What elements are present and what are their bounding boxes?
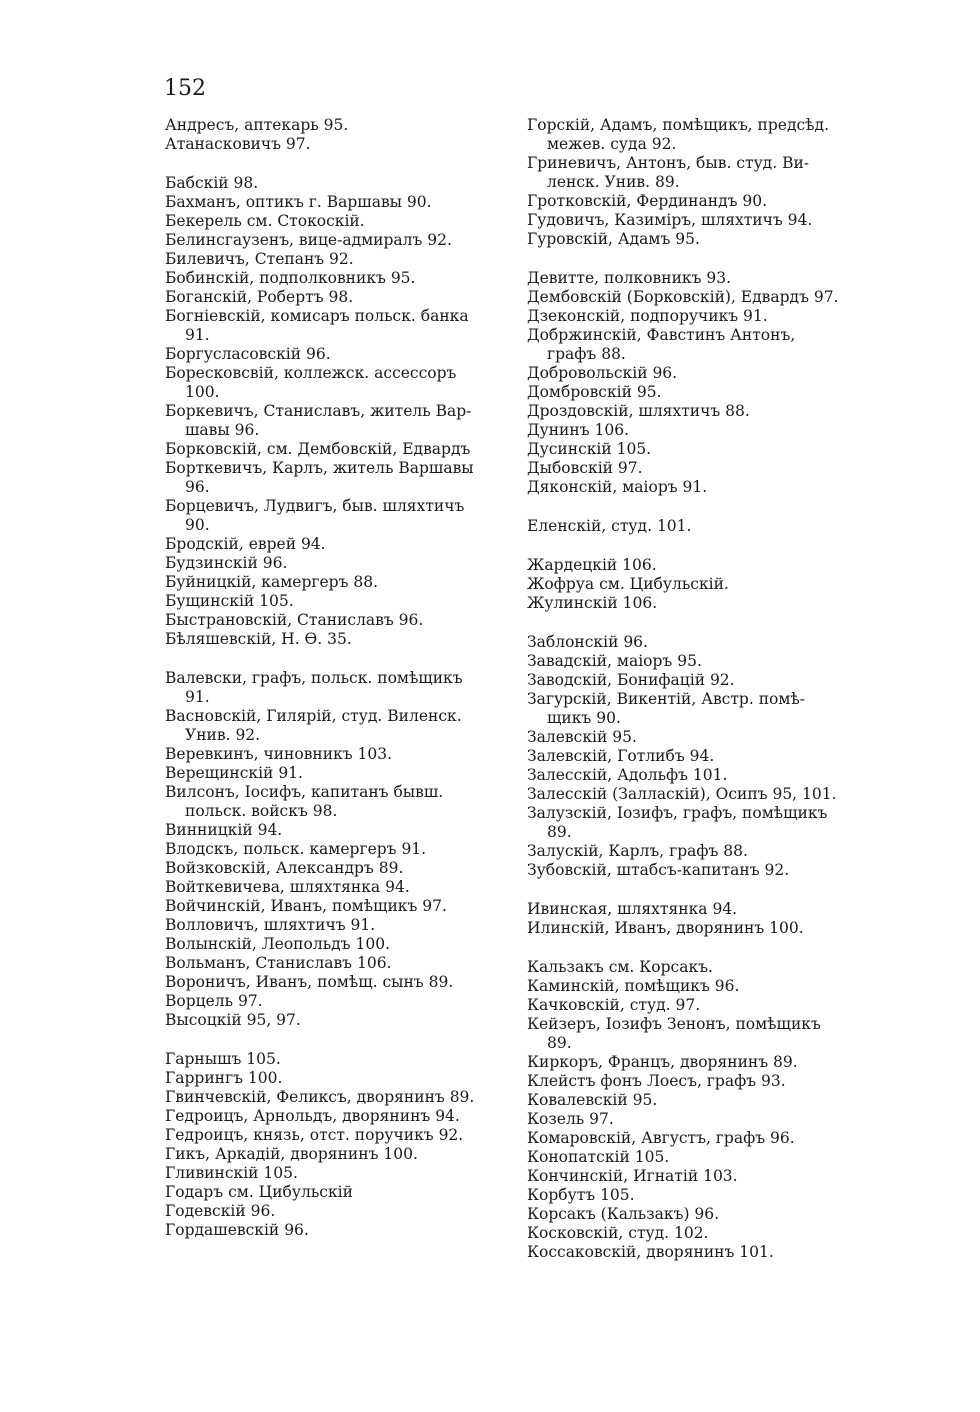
index-entry-text: Вороничъ, Иванъ, помѣщ. сынъ 89. [165,973,454,991]
index-entry [527,785,872,804]
index-entry-text: Годаръ см. Цибульскій [165,1183,353,1201]
index-entry-text: Бабскій 98. [165,174,259,192]
index-entry-text: Влодскъ, польск. камергеръ 91. [165,840,427,858]
index-entry-text: Борковскій, см. Дембовскій, Едвардъ [165,440,471,458]
index-entry [527,728,872,747]
index-entry [527,977,872,996]
index-entry-text: Гедроицъ, Арнольдъ, дворянинъ 94. [165,1107,460,1125]
index-entry-text: Гудовичъ, Казиміръ, шляхтичъ 94. [527,211,813,229]
index-entry-text: Гикъ, Аркадій, дворянинъ 100. [165,1145,418,1163]
index-entry [165,554,510,573]
index-entry-text: Дяконскій, маіоръ 91. [527,478,708,496]
index-entry [527,116,872,154]
index-entry [527,1091,872,1110]
index-entry-text: Заблонскій 96. [527,633,648,651]
index-entry-text: Кейзеръ, Іозифъ Зенонъ, помѣщикъ [527,1015,821,1033]
index-entry-continuation: 96. [185,478,210,496]
index-entry-text: Завадскій, маіоръ 95. [527,652,702,670]
index-entry-text: Белинсгаузенъ, вице-адмиралъ 92. [165,231,452,249]
index-entry-text: Добровольскій 96. [527,364,678,382]
index-entry-continuation: польск. войскъ 98. [185,802,338,820]
index-entry-text: Гливинскій 105. [165,1164,298,1182]
index-entry-text: Боргусласовскій 96. [165,345,331,363]
index-entry-text: Косковскій, студ. 102. [527,1224,709,1242]
index-entry [527,556,872,575]
index-entry-text: Жофруа см. Цибульскій. [527,575,729,593]
index-entry [165,1183,510,1202]
index-entry-text: Бѣляшевскій, Н. Ѳ. 35. [165,630,352,648]
section-gap [527,536,872,556]
index-entry-text: Залесскій, Адольфъ 101. [527,766,728,784]
index-entry-continuation: ленск. Унив. 89. [547,173,680,191]
index-entry [165,174,510,193]
index-entry [165,116,510,135]
index-entry [165,992,510,1011]
section-gap [165,154,510,174]
section-gap [527,938,872,958]
index-entry-continuation: межев. суда 92. [547,135,677,153]
index-entry [165,1011,510,1030]
index-entry [165,1145,510,1164]
index-entry [527,383,872,402]
index-entry [527,230,872,249]
index-entry [165,269,510,288]
index-entry-text: Каминскій, помѣщикъ 96. [527,977,740,995]
index-entry [527,575,872,594]
index-entry-text: Валевски, графъ, польск. помѣщикъ [165,669,463,687]
index-entry-text: Верещинскій 91. [165,764,303,782]
index-entry [165,345,510,364]
index-entry [527,690,872,728]
index-entry [165,821,510,840]
index-entry [165,497,510,535]
index-entry-text: Будзинскій 96. [165,554,288,572]
index-entry-text: Годевскій 96. [165,1202,276,1220]
index-entry-text: Гедроицъ, князь, отст. поручикъ 92. [165,1126,464,1144]
index-entry-text: Винницкій 94. [165,821,283,839]
section-gap [165,649,510,669]
index-entry-continuation: 90. [185,516,210,534]
index-entry [527,288,872,307]
index-entry-text: Бущинскій 105. [165,592,294,610]
index-entry-continuation: шавы 96. [185,421,260,439]
index-entry [165,1107,510,1126]
index-entry-text: Борцевичъ, Лудвигъ, быв. шляхтичъ [165,497,465,515]
index-entry [165,1069,510,1088]
index-entry [165,1202,510,1221]
section-gap [527,880,872,900]
index-entry [527,1053,872,1072]
index-entry [165,764,510,783]
index-entry [527,269,872,288]
index-entry-text: Горскій, Адамъ, помѣщикъ, предсѣд. [527,116,830,134]
index-entry-text: Дроздовскій, шляхтичъ 88. [527,402,750,420]
index-entry-text: Борткевичъ, Карлъ, житель Варшавы [165,459,474,477]
index-entry [165,878,510,897]
index-entry [165,1050,510,1069]
page-number: 152 [164,76,206,101]
index-entry-text: Добржинскій, Фавстинъ Антонъ, [527,326,796,344]
index-entry [165,1164,510,1183]
index-entry [165,897,510,916]
index-entry-text: Войзковскій, Александръ 89. [165,859,404,877]
index-entry-text: Быстрановскій, Станиславъ 96. [165,611,424,629]
index-entry [165,135,510,154]
index-entry [165,364,510,402]
index-entry-continuation: щикъ 90. [547,709,621,727]
index-entry [527,154,872,192]
section-gap [527,249,872,269]
index-entry-text: Бродскій, еврей 94. [165,535,326,553]
index-entry-text: Киркоръ, Францъ, дворянинъ 89. [527,1053,798,1071]
index-entry-continuation: 91. [185,688,210,706]
index-entry [527,1243,872,1262]
section-gap [165,1030,510,1050]
index-entry-text: Дыбовскій 97. [527,459,643,477]
index-entry [527,996,872,1015]
section-gap [527,497,872,517]
index-entry-text: Бахманъ, оптикъ г. Варшавы 90. [165,193,432,211]
index-entry [527,1015,872,1053]
index-entry [527,478,872,497]
index-entry-text: Ковалевскій 95. [527,1091,658,1109]
index-entry-text: Гаррингъ 100. [165,1069,283,1087]
index-entry-text: Домбровскій 95. [527,383,662,401]
index-column-right [527,116,872,1262]
index-entry [527,364,872,383]
index-entry-text: Андресъ, аптекарь 95. [165,116,349,134]
index-entry-text: Боркевичъ, Станиславъ, житель Вар- [165,402,472,420]
index-entry [165,592,510,611]
index-entry-text: Вилсонъ, Іосифъ, капитанъ бывш. [165,783,444,801]
index-entry-text: Загурскій, Викентій, Австр. помѣ- [527,690,806,708]
index-entry-text: Жардецкій 106. [527,556,657,574]
index-entry [527,1186,872,1205]
index-entry-text: Войчинскій, Иванъ, помѣщикъ 97. [165,897,447,915]
index-entry-text: Гарнышъ 105. [165,1050,281,1068]
index-entry-text: Дусинскій 105. [527,440,652,458]
index-entry-text: Залевскій, Готлибъ 94. [527,747,715,765]
index-entry [527,211,872,230]
index-entry-text: Билевичъ, Степанъ 92. [165,250,354,268]
index-entry-text: Козель 97. [527,1110,614,1128]
index-entry-text: Бобинскій, подполковникъ 95. [165,269,416,287]
index-entry-continuation: Унив. 92. [185,726,261,744]
index-entry [527,594,872,613]
index-entry [165,1126,510,1145]
index-entry-text: Коссаковскій, дворянинъ 101. [527,1243,774,1261]
index-entry [165,935,510,954]
index-entry [165,954,510,973]
section-gap [527,613,872,633]
index-column-left [165,116,510,1240]
index-entry-text: Илинскій, Иванъ, дворянинъ 100. [527,919,804,937]
index-entry-text: Волловичъ, шляхтичъ 91. [165,916,376,934]
index-entry [527,1205,872,1224]
index-entry-text: Высоцкій 95, 97. [165,1011,301,1029]
index-entry [165,916,510,935]
index-entry-text: Корсакъ (Кальзакъ) 96. [527,1205,720,1223]
index-entry-continuation: 89. [547,823,572,841]
index-entry-text: Гриневичъ, Антонъ, быв. студ. Ви- [527,154,810,172]
index-entry-text: Войткевичева, шляхтянка 94. [165,878,410,896]
index-entry [165,973,510,992]
index-entry [527,1110,872,1129]
index-entry [527,766,872,785]
index-entry [527,919,872,938]
index-entry [165,231,510,250]
index-entry [527,1224,872,1243]
index-entry [165,707,510,745]
index-entry [527,326,872,364]
index-entry-text: Атанасковичъ 97. [165,135,311,153]
index-entry [527,1148,872,1167]
index-entry-text: Веревкинъ, чиновникъ 103. [165,745,393,763]
index-entry-continuation: графъ 88. [547,345,626,363]
index-entry-text: Васновскій, Гилярій, студ. Виленск. [165,707,462,725]
index-entry-text: Корбутъ 105. [527,1186,635,1204]
index-entry-text: Вольманъ, Станиславъ 106. [165,954,392,972]
index-entry-text: Гротковскій, Фердинандъ 90. [527,192,768,210]
index-entry-text: Ворцель 97. [165,992,263,1010]
index-entry [527,402,872,421]
index-entry-text: Богніевскій, комисаръ польск. банка [165,307,469,325]
index-entry [165,573,510,592]
index-entry [527,900,872,919]
index-entry [165,669,510,707]
index-entry-text: Заводскій, Бонифацій 92. [527,671,735,689]
index-entry [527,861,872,880]
index-entry [165,307,510,345]
index-entry-text: Бекерель см. Стокоскій. [165,212,365,230]
index-entry [527,842,872,861]
index-entry [527,421,872,440]
index-entry [165,440,510,459]
index-entry [165,630,510,649]
index-entry-text: Дзеконскій, подпоручикъ 91. [527,307,768,325]
index-entry-continuation: 91. [185,326,210,344]
index-entry [165,288,510,307]
index-entry-text: Ивинская, шляхтянка 94. [527,900,738,918]
index-entry [527,671,872,690]
index-entry-text: Гвинчевскій, Феликсъ, дворянинъ 89. [165,1088,475,1106]
index-entry-text: Гордашевскій 96. [165,1221,309,1239]
index-entry [165,611,510,630]
index-entry-text: Еленскій, студ. 101. [527,517,692,535]
index-entry [165,535,510,554]
index-entry-text: Дембовскій (Борковскій), Едвардъ 97. [527,288,839,306]
index-entry-text: Качковскій, студ. 97. [527,996,701,1014]
index-entry [527,440,872,459]
index-entry [527,804,872,842]
index-entry [165,859,510,878]
index-entry-text: Боганскій, Робертъ 98. [165,288,354,306]
index-entry-text: Волынскій, Леопольдъ 100. [165,935,390,953]
index-entry-text: Девитте, полковникъ 93. [527,269,732,287]
index-entry [527,747,872,766]
index-entry [527,1129,872,1148]
index-entry [165,459,510,497]
index-entry-text: Клейстъ фонъ Лоесъ, графъ 93. [527,1072,786,1090]
index-entry [165,840,510,859]
index-entry [527,517,872,536]
index-entry-text: Гуровскій, Адамъ 95. [527,230,700,248]
index-entry-text: Дунинъ 106. [527,421,630,439]
index-entry-continuation: 89. [547,1034,572,1052]
index-entry [527,633,872,652]
index-entry [527,459,872,478]
index-entry-text: Зубовскій, штабсъ-капитанъ 92. [527,861,790,879]
index-entry [165,250,510,269]
index-entry [165,402,510,440]
index-entry [527,1072,872,1091]
index-entry-text: Буйницкій, камергеръ 88. [165,573,379,591]
index-entry [165,745,510,764]
index-entry-text: Кончинскій, Игнатій 103. [527,1167,738,1185]
index-entry [527,192,872,211]
index-entry [165,783,510,821]
index-entry [165,1088,510,1107]
index-entry-text: Жулинскій 106. [527,594,658,612]
index-entry [165,1221,510,1240]
index-entry-text: Комаровскій, Августъ, графъ 96. [527,1129,795,1147]
index-entry-text: Залузскій, Іозифъ, графъ, помѣщикъ [527,804,828,822]
index-entry [527,958,872,977]
index-entry [527,307,872,326]
index-entry [527,1167,872,1186]
index-entry-text: Конопатскій 105. [527,1148,670,1166]
index-entry-continuation: 100. [185,383,220,401]
index-entry [165,212,510,231]
index-entry [165,193,510,212]
index-entry [527,652,872,671]
index-entry-text: Залускій, Карлъ, графъ 88. [527,842,748,860]
index-entry-text: Залесскій (Залласкій), Осипъ 95, 101. [527,785,837,803]
index-entry-text: Залевскій 95. [527,728,637,746]
index-entry-text: Боресковсвій, коллежск. ассессоръ [165,364,457,382]
index-entry-text: Кальзакъ см. Корсакъ. [527,958,713,976]
